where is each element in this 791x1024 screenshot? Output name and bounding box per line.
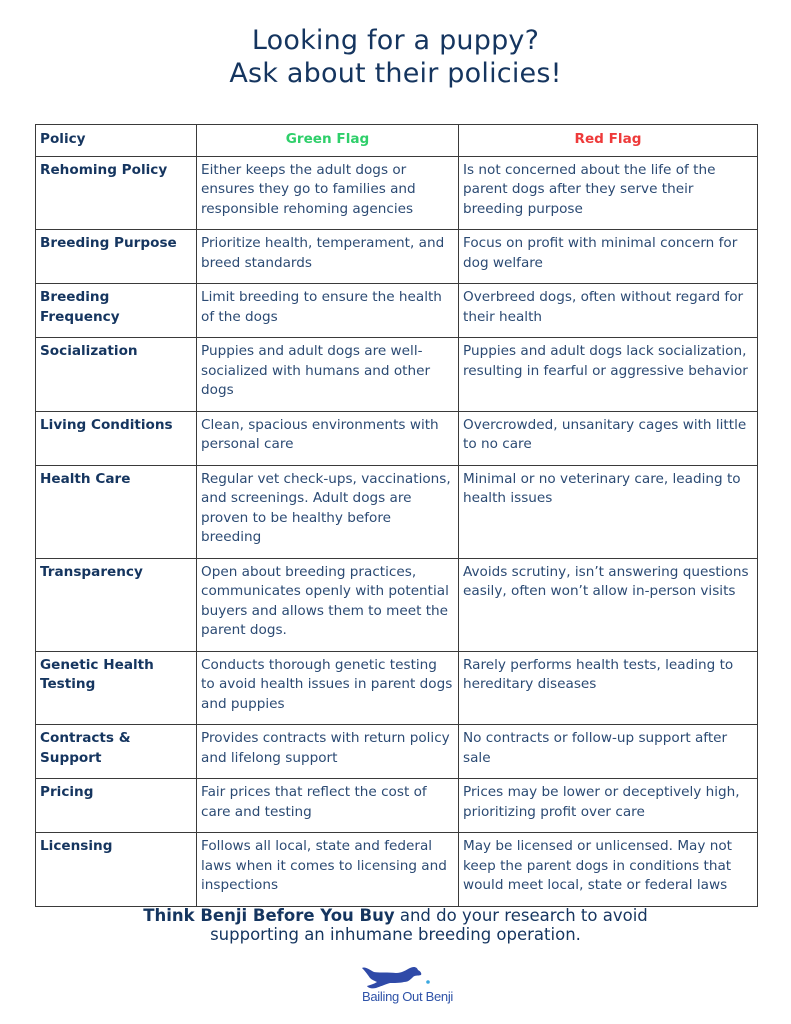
red-flag-cell: Focus on profit with minimal concern for dog welfare xyxy=(459,230,758,284)
logo-text: Bailing Out Benji xyxy=(362,989,454,1004)
green-flag-cell: Prioritize health, temperament, and breed standards xyxy=(197,230,459,284)
call-to-action-line-1 xyxy=(0,906,791,925)
title-line-2: Ask about their policies! xyxy=(229,58,562,89)
slogan: Think Benji Before You Buy xyxy=(143,906,395,925)
header-green-flag: Green Flag xyxy=(197,125,459,157)
running-dog-icon xyxy=(360,962,440,992)
table-row xyxy=(36,230,758,284)
green-flag-cell: Either keeps the adult dogs or ensures they go to families and responsible rehoming agencies xyxy=(197,156,459,230)
green-flag-cell: Puppies and adult dogs are well-socialized with humans and other dogs xyxy=(197,338,459,412)
policy-name-cell: Breeding Purpose xyxy=(36,230,197,284)
dog-silhouette xyxy=(362,967,421,988)
header-policy: Policy xyxy=(36,125,197,157)
table-row xyxy=(36,558,758,651)
policy-name-cell: Transparency xyxy=(36,558,197,651)
green-flag-cell: Regular vet check-ups, vaccinations, and screenings. Adult dogs are proven to be healthy before breeding xyxy=(197,465,459,558)
green-flag-cell: Open about breeding practices, communicates openly with potential buyers and allows them to meet the parent dogs. xyxy=(197,558,459,651)
call-to-action-rest: and do your research to avoid xyxy=(394,906,648,925)
table-row xyxy=(36,411,758,465)
policy-name-cell: Licensing xyxy=(36,833,197,907)
page-title xyxy=(0,24,791,90)
red-flag-cell: No contracts or follow-up support after sale xyxy=(459,725,758,779)
call-to-action xyxy=(0,906,791,944)
header-red-flag: Red Flag xyxy=(459,125,758,157)
table-row xyxy=(36,465,758,558)
green-flag-cell: Fair prices that reflect the cost of care and testing xyxy=(197,779,459,833)
brand-logo xyxy=(356,962,476,1007)
green-flag-cell: Conducts thorough genetic testing to avoid health issues in parent dogs and puppies xyxy=(197,651,459,725)
policy-name-cell: Rehoming Policy xyxy=(36,156,197,230)
policy-name-cell: Breeding Frequency xyxy=(36,284,197,338)
table-row xyxy=(36,156,758,230)
green-flag-cell: Follows all local, state and federal laws when it comes to licensing and inspections xyxy=(197,833,459,907)
title-line-1: Looking for a puppy? xyxy=(251,25,540,56)
red-flag-cell: Overcrowded, unsanitary cages with little to no care xyxy=(459,411,758,465)
table-body xyxy=(36,156,758,906)
table-header-row xyxy=(36,125,758,157)
table-row xyxy=(36,725,758,779)
red-flag-cell: Prices may be lower or deceptively high, prioritizing profit over care xyxy=(459,779,758,833)
policy-name-cell: Socialization xyxy=(36,338,197,412)
table-row xyxy=(36,779,758,833)
red-flag-cell: Overbreed dogs, often without regard for their health xyxy=(459,284,758,338)
policy-name-cell: Pricing xyxy=(36,779,197,833)
red-flag-cell: Avoids scrutiny, isn’t answering questions easily, often won’t allow in-person visits xyxy=(459,558,758,651)
policy-name-cell: Health Care xyxy=(36,465,197,558)
red-flag-cell: Rarely performs health tests, leading to hereditary diseases xyxy=(459,651,758,725)
policy-comparison-table xyxy=(35,124,758,907)
table-row xyxy=(36,833,758,907)
red-flag-cell: Puppies and adult dogs lack socialization, resulting in fearful or aggressive behavior xyxy=(459,338,758,412)
red-flag-cell: Minimal or no veterinary care, leading to health issues xyxy=(459,465,758,558)
green-flag-cell: Clean, spacious environments with personal care xyxy=(197,411,459,465)
policy-name-cell: Genetic Health Testing xyxy=(36,651,197,725)
call-to-action-line-2: supporting an inhumane breeding operation. xyxy=(210,925,581,944)
red-flag-cell: Is not concerned about the life of the parent dogs after they serve their breeding purpose xyxy=(459,156,758,230)
table-row xyxy=(36,651,758,725)
policy-name-cell: Living Conditions xyxy=(36,411,197,465)
table-row xyxy=(36,338,758,412)
ball-dot xyxy=(426,980,430,984)
green-flag-cell: Provides contracts with return policy and lifelong support xyxy=(197,725,459,779)
policy-name-cell: Contracts & Support xyxy=(36,725,197,779)
red-flag-cell: May be licensed or unlicensed. May not keep the parent dogs in conditions that would meet local, state or federal laws xyxy=(459,833,758,907)
table-row xyxy=(36,284,758,338)
green-flag-cell: Limit breeding to ensure the health of the dogs xyxy=(197,284,459,338)
